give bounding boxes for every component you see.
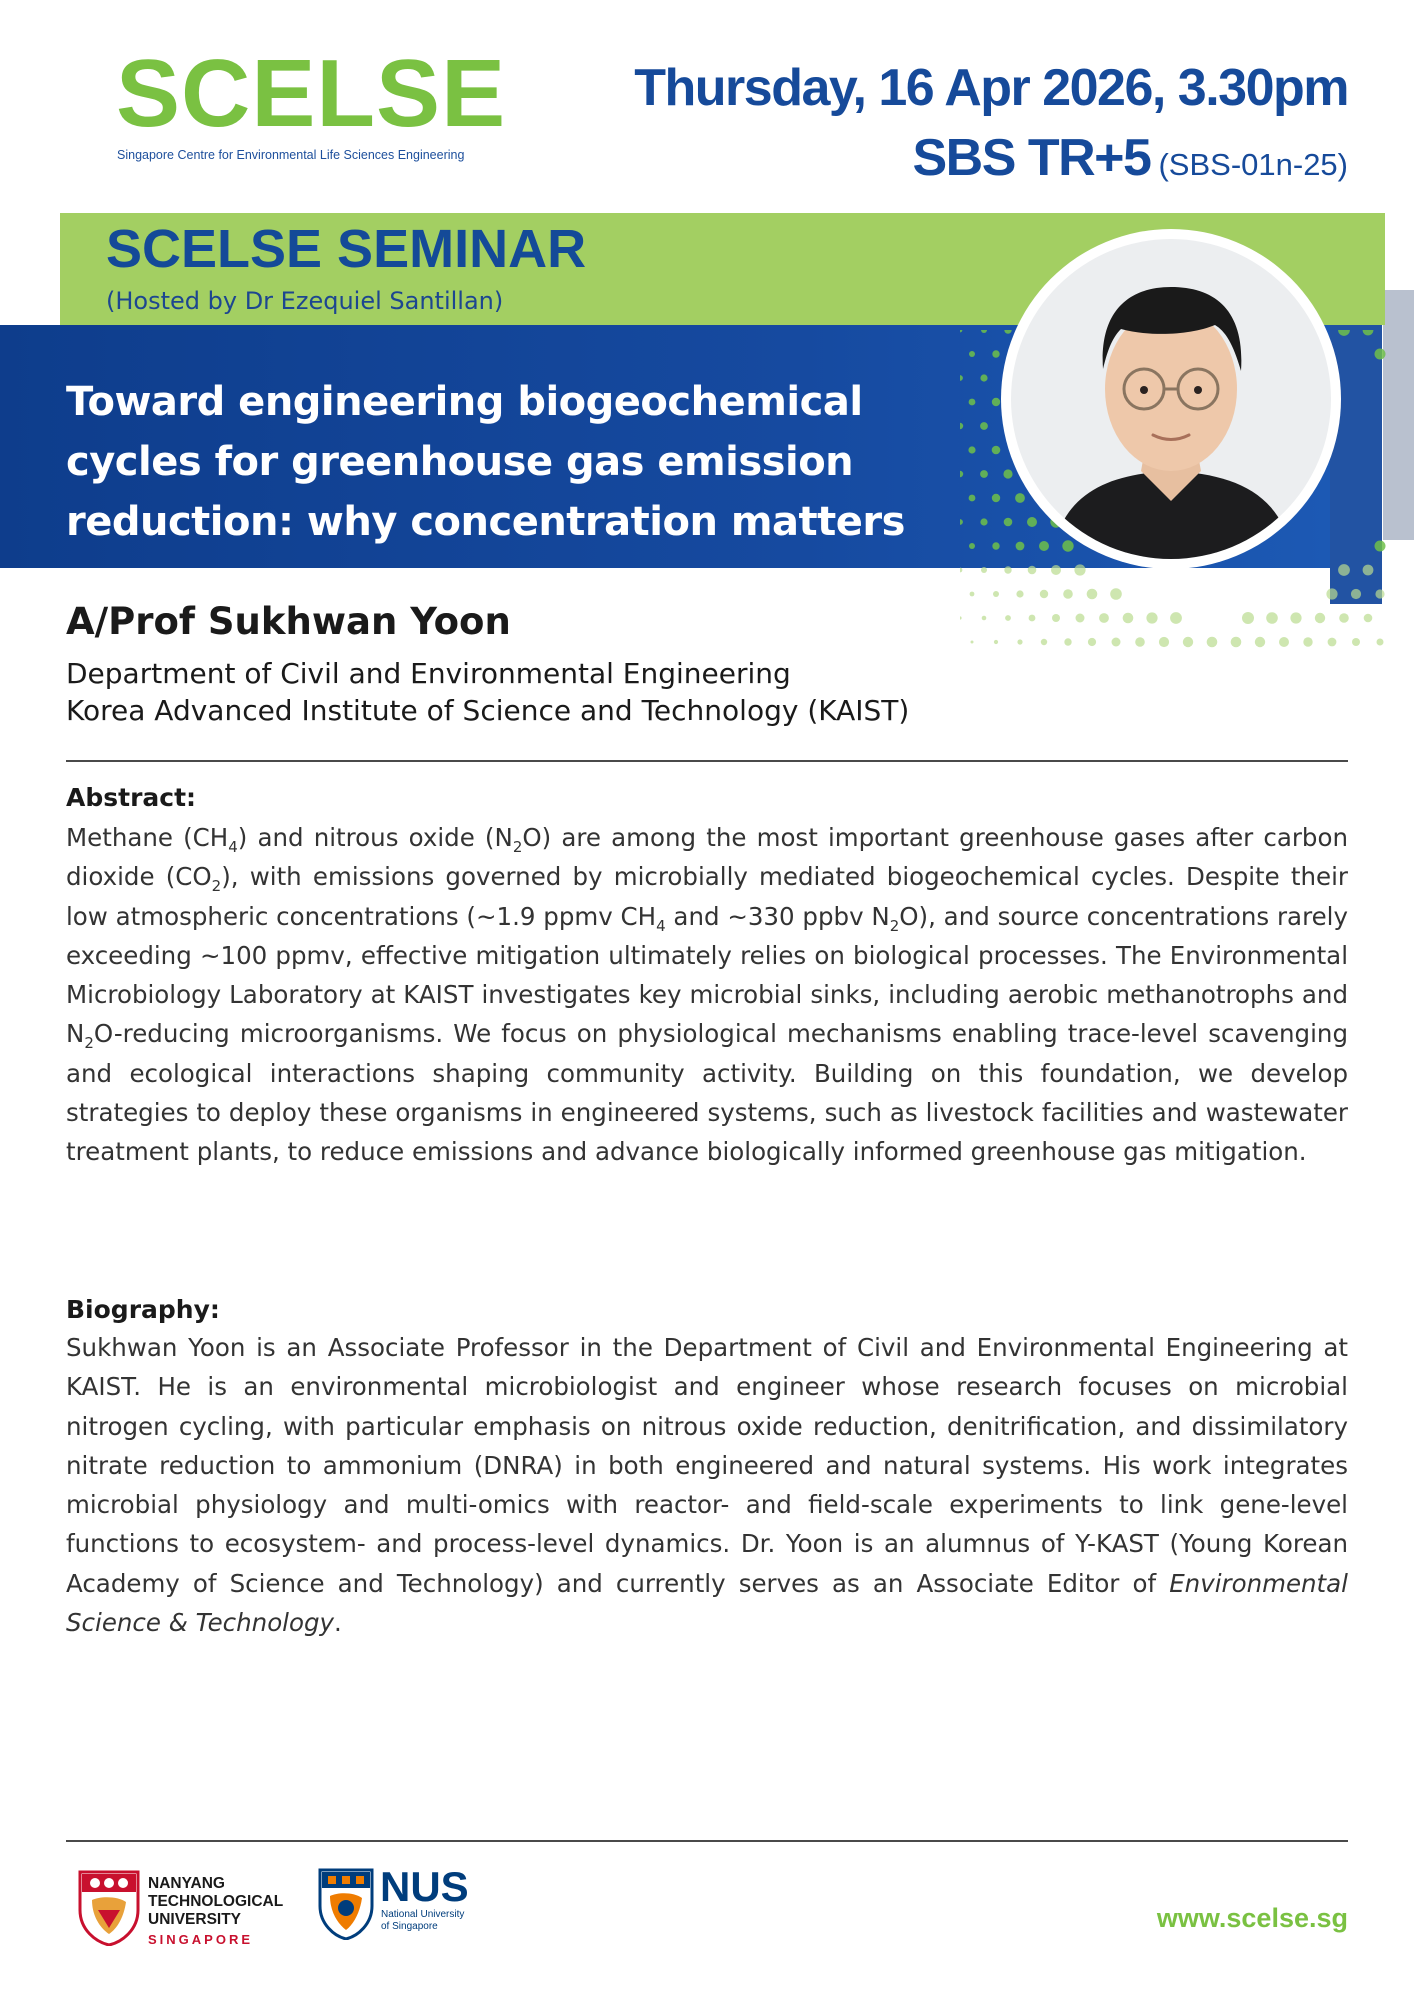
- decorative-dot: [1375, 349, 1386, 360]
- decorative-dot: [1207, 637, 1218, 648]
- decorative-dot: [982, 616, 987, 621]
- decorative-dot: [1339, 613, 1349, 623]
- decorative-dot: [1040, 590, 1048, 598]
- decorative-dot: [1016, 590, 1023, 597]
- speaker-photo: [1011, 239, 1331, 559]
- decorative-dot: [1028, 566, 1037, 575]
- ntu-crest-icon: [78, 1870, 140, 1946]
- speaker-name: A/Prof Sukhwan Yoon: [66, 600, 511, 643]
- event-date: Thursday, 16 Apr 2026, 3.30pm: [634, 59, 1348, 117]
- abstract-segment: O-reducing microorganisms. We focus on physiological mechanisms enabling trace-level scavenging and ecological interactions shaping community activity. Building on this foundation, we develop strategies to deploy these organisms in engineered systems, such as livestock facilities and wastewater treatment plants, to reduce emissions and advance biologically informed greenhouse gas mitigation.: [66, 1019, 1348, 1167]
- decorative-dot: [1328, 638, 1337, 647]
- abstract-subscript: 4: [656, 916, 666, 935]
- scelse-logo: SCELSE: [116, 40, 507, 147]
- decorative-dot: [1005, 615, 1011, 621]
- decorative-dot: [1231, 637, 1242, 648]
- decorative-dot: [1064, 638, 1071, 645]
- event-venue: [912, 129, 1348, 187]
- decorative-dot: [1303, 637, 1312, 646]
- decorative-dot: [992, 542, 999, 549]
- nus-name-line: of Singapore: [381, 1921, 438, 1932]
- decorative-dot: [992, 494, 1000, 502]
- nus-acronym: NUS: [380, 1863, 469, 1910]
- abstract-subscript: 2: [211, 877, 222, 896]
- decorative-dot: [1062, 540, 1073, 551]
- abstract-segment: ) and nitrous oxide (N: [237, 823, 513, 852]
- decorative-dot: [1004, 330, 1011, 334]
- decorative-dot: [992, 350, 999, 357]
- decorative-dot: [960, 519, 963, 525]
- decorative-dot: [1315, 613, 1325, 623]
- decorative-dot: [980, 422, 988, 430]
- decorative-dot: [1279, 637, 1289, 647]
- decorative-dot: [1004, 566, 1011, 573]
- decorative-dot: [1015, 493, 1025, 503]
- talk-title-line: Toward engineering biogeochemical: [66, 379, 863, 425]
- decorative-dot: [1135, 637, 1145, 647]
- decorative-dot: [1255, 637, 1265, 647]
- ntu-country: SINGAPORE: [148, 1932, 254, 1947]
- footer-divider: [66, 1840, 1348, 1842]
- decorative-dot: [1146, 612, 1157, 623]
- divider: [66, 760, 1348, 762]
- decorative-dot: [960, 375, 963, 381]
- biography-segment: Sukhwan Yoon is an Associate Professor in the Department of Civil and Environmental Engineering at KAIST. He is an environmental microbiologist and engineer whose research focuses on microbial nitrogen cycling, with particular emphasis on nitrous oxide reduction, denitrification, and dissimilatory nitrate reduction to ammonium (DNRA) in both engineered and natural systems. His work integrates microbial physiology and multi-omics with reactor- and field-scale experiments to link gene-level functions to ecosystem- and process-level dynamics. Dr. Yoon is an alumnus of Y-KAST (Young Korean Academy of Science and Technology) and currently serves as an Associate Editor of: [66, 1333, 1348, 1598]
- decorative-dot: [1352, 638, 1360, 646]
- biography-heading: Biography:: [66, 1295, 220, 1324]
- biography-segment: .: [334, 1608, 342, 1638]
- abstract-subscript: 2: [889, 916, 900, 935]
- decorative-dot: [960, 616, 962, 619]
- decorative-dot: [981, 567, 987, 573]
- decorative-dot: [1027, 517, 1037, 527]
- decorative-dot: [1266, 612, 1278, 624]
- decorative-dot: [1088, 638, 1096, 646]
- decorative-dot: [1039, 541, 1049, 551]
- decorative-dot: [969, 399, 976, 406]
- speaker-institute: Korea Advanced Institute of Science and Technology (KAIST): [66, 694, 910, 727]
- decorative-dot: [1375, 541, 1386, 552]
- ntu-name-line: NANYANG: [148, 1875, 225, 1892]
- decorative-dot: [980, 470, 988, 478]
- decorative-dot: [969, 543, 975, 549]
- ntu-name-line: UNIVERSITY: [148, 1911, 242, 1928]
- talk-title-line: cycles for greenhouse gas emission: [66, 439, 854, 485]
- speaker-portrait-icon: [1011, 239, 1331, 559]
- decorative-dot: [1183, 637, 1193, 647]
- decorative-dot: [1063, 589, 1073, 599]
- decorative-dot: [1363, 330, 1374, 335]
- decorative-dot: [981, 330, 987, 333]
- abstract-subscript: 2: [84, 1034, 94, 1053]
- abstract-subscript: 4: [228, 837, 238, 856]
- decorative-dot: [1159, 637, 1169, 647]
- decorative-dot: [1016, 542, 1025, 551]
- decorative-dot: [1123, 613, 1134, 624]
- seminar-title: SCELSE SEMINAR: [106, 219, 587, 279]
- abstract-segment: O) are among the most important greenhouse gases after carbon dioxide (CO: [66, 823, 1348, 892]
- decorative-dot: [968, 446, 975, 453]
- venue-name: SBS TR+5: [912, 129, 1151, 187]
- abstract-segment: O), and source concentrations rarely exceeding ~100 ppmv, effective mitigation ultimately relies on biological processes. The Environmental Microbiology Laboratory at KAIST investigates key microbial sinks, including aerobic methanotrophs and N: [66, 901, 1348, 1049]
- website-link[interactable]: www.scelse.sg: [1156, 1903, 1348, 1933]
- decorative-dot: [1017, 639, 1022, 644]
- decorative-dot: [1364, 614, 1373, 623]
- scelse-logo-subtitle: Singapore Centre for Environmental Life Sciences Engineering: [117, 148, 465, 162]
- decorative-dot: [970, 592, 975, 597]
- decorative-dot: [960, 423, 963, 429]
- decorative-dot: [1051, 565, 1061, 575]
- decorative-dot: [1351, 589, 1361, 599]
- decorative-dot: [1041, 639, 1047, 645]
- decorative-dot: [1290, 612, 1301, 623]
- decorative-dot: [1375, 589, 1384, 598]
- decorative-dot: [1170, 612, 1182, 624]
- decorative-dot: [960, 568, 962, 573]
- decorative-dot: [1338, 330, 1350, 336]
- decorative-dot: [993, 591, 999, 597]
- decorative-dot: [1003, 469, 1012, 478]
- decorative-dot: [1099, 613, 1109, 623]
- decorative-dot: [1326, 588, 1337, 599]
- decorative-dot: [1363, 565, 1374, 576]
- talk-title-line: reduction: why concentration matters: [66, 499, 905, 545]
- decorative-dot: [1029, 615, 1036, 622]
- speaker-department: Department of Civil and Environmental Engineering: [66, 657, 791, 690]
- nus-name-line: National University: [381, 1909, 465, 1920]
- decorative-dot: [960, 330, 962, 332]
- abstract-segment: and ~330 ppbv N: [665, 901, 890, 931]
- decorative-dot: [1338, 564, 1350, 576]
- decorative-dot: [969, 495, 976, 502]
- nus-crest-icon: [318, 1868, 374, 1940]
- biography-journal: Environmental Science & Technology: [66, 1568, 1348, 1638]
- decorative-dot: [980, 518, 987, 525]
- decorative-dot: [992, 398, 1000, 406]
- decorative-dot: [980, 374, 987, 381]
- abstract-segment: ), with emissions governed by microbially mediated biogeochemical cycles. Despite their low atmospheric concentrations (~1.9 ppmv CH: [66, 862, 1348, 931]
- decorative-dot: [1242, 612, 1254, 624]
- decorative-dot: [960, 471, 963, 477]
- abstract-text: [66, 818, 1348, 1172]
- decorative-dot: [1052, 614, 1060, 622]
- decorative-dot: [971, 641, 974, 644]
- ntu-name-line: TECHNOLOGICAL: [148, 1893, 284, 1910]
- abstract-subscript: 2: [512, 837, 523, 856]
- decorative-dot: [1087, 589, 1098, 600]
- decorative-dot: [994, 640, 998, 644]
- abstract-segment: Methane (CH: [66, 823, 229, 852]
- decorative-dot: [1112, 638, 1121, 647]
- decorative-dot: [1004, 518, 1013, 527]
- talk-title: [66, 372, 966, 552]
- venue-code: (SBS-01n-25): [1158, 147, 1348, 182]
- decorative-dot: [992, 446, 1001, 455]
- decorative-dot: [1377, 639, 1384, 646]
- host-line: (Hosted by Dr Ezequiel Santillan): [106, 287, 504, 315]
- decorative-dot: [1076, 614, 1085, 623]
- decorative-dot: [1110, 588, 1122, 600]
- biography-text: [66, 1328, 1348, 1642]
- abstract-heading: Abstract:: [66, 783, 197, 812]
- decorative-dot: [1074, 564, 1085, 575]
- decorative-dot: [969, 351, 975, 357]
